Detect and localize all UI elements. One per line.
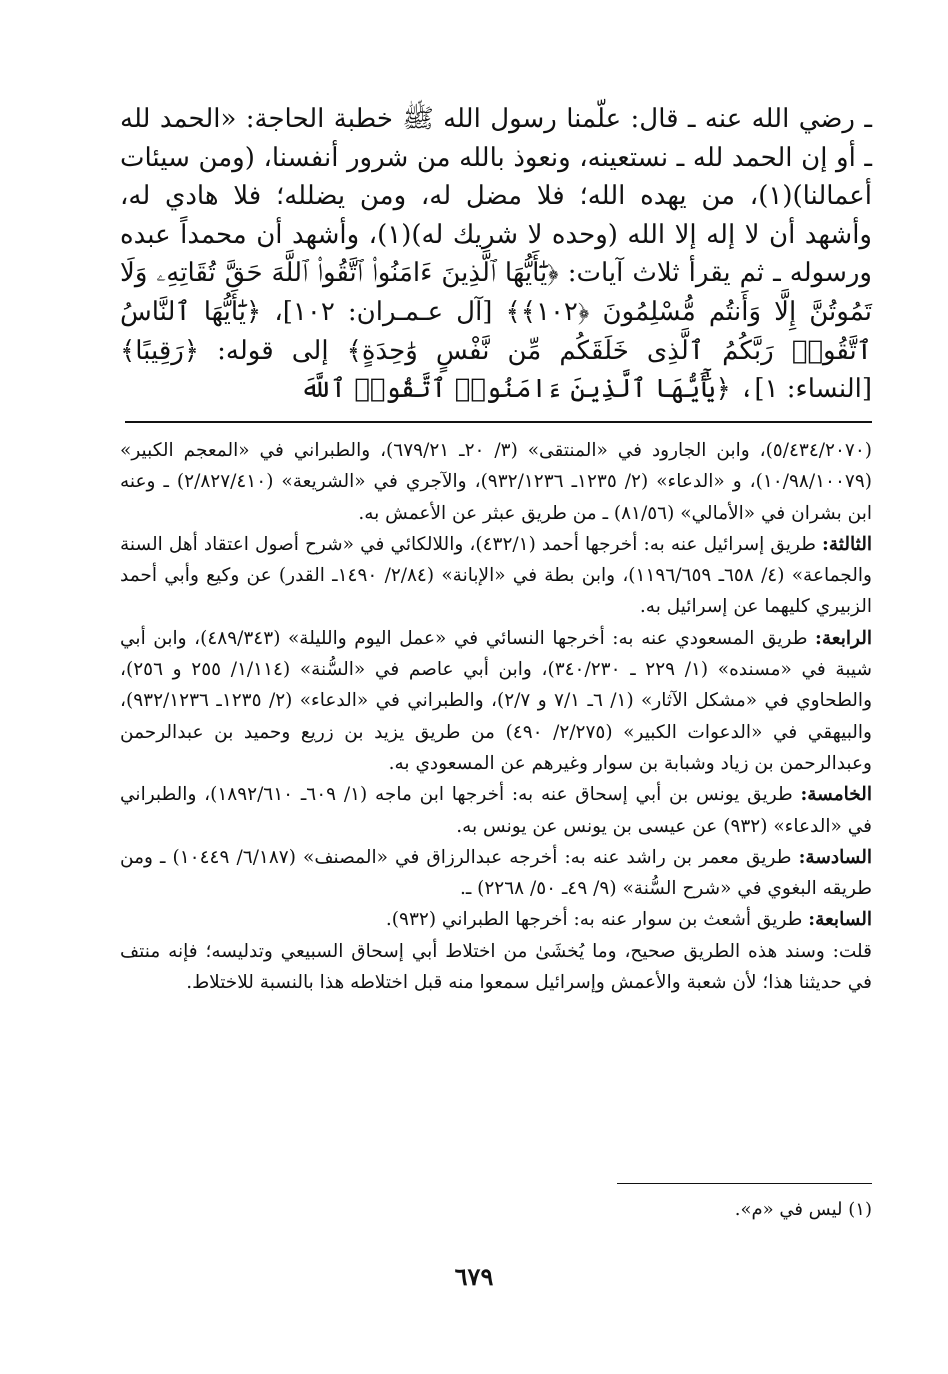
notes-block [120,435,872,998]
page-number: ٦٧٩ [454,1262,494,1291]
note-text: (٥/٤٣٤/٢٠٧٠)، وابن الجارود في «المنتقى» (٣/ ٢٠ـ ٦٧٩/٢١)، والطبراني في «المعجم الكبير» (١٠/٩٨/١٠٠٧٩)، و «الدعاء» (٢/ ١٢٣٥ـ ٩٣٢/١٢٣٦)، والآجري في «الشريعة» (٢/٨٢٧/٤١٠) ـ وعنه ابن بشران في «الأمالي» (٨١/٥٦) ـ من طريق عبثر عن الأعمش به. [120,440,872,524]
note-paragraph [120,842,872,905]
note-lead: السابعة: [808,909,872,931]
main-text-block [120,100,872,409]
note-text: طريق إسرائيل عنه به: أخرجها أحمد (٤٣٢/١)، واللالكائي في «شرح أصول اعتقاد أهل السنة والجماعة» (٤/ ٦٥٨ـ ١١٩٦/٦٥٩)، وابن بطة في «الإبانة» (٢/٨٤/ ١٤٩٠ـ القدر) عن وكيع وأبي أحمد الزبيري كليهما عن إسرائيل به. [120,533,872,618]
note-text: طريق معمر بن راشد عنه به: أخرجه عبدالرزاق في «المصنف» (٦/١٨٧/ ١٠٤٤٩) ـ ومن طريقه البغوي في «شرح السُّنة» (٩/ ٤٩ـ ٥٠/ ٢٢٦٨) ـ. [120,846,872,900]
note-lead: الخامسة: [800,784,872,806]
note-text: طريق يونس بن أبي إسحاق عنه به: أخرجها ابن ماجه (١/ ٦٠٩ـ ١٨٩٢/٦١٠)، والطبراني في «الدعاء» (٩٣٢) عن عيسى بن يونس عن يونس به. [120,784,872,837]
note-paragraph [120,435,872,529]
note-paragraph [120,904,872,935]
main-paragraph: ـ رضي الله عنه ـ قال: علّمنا رسول الله ﷺ خطبة الحاجة: «الحمد لله ـ أو إن الحمد لله ـ نستعينه، ونعوذ بالله من شرور أنفسنا، (ومن سيئات أعمالنا)(١)، من يهده الله؛ فلا مضل له، ومن يضلله؛ فلا هادي له، وأشهد أن لا إله إلا الله (وحده لا شريك له)(١)، وأشهد أن محمداً عبده ورسوله ـ ثم يقرأ ثلاث آيات: ﴿يَٰٓأَيُّهَا ٱلَّذِينَ ءَامَنُوا۟ ٱتَّقُوا۟ ٱللَّهَ حَقَّ تُقَاتِهِۦ وَلَا تَمُوتُنَّ إِلَّا وَأَنتُم مُّسْلِمُونَ ﴿١٠٢﴾﴾ [آل عـمـران: ١٠٢]، ﴿يَٰٓأَيُّهَا ٱلنَّاسُ ٱتَّقُوا۟ رَبَّكُمُ ٱلَّذِى خَلَقَكُم مِّن نَّفْسٍ وَٰحِدَةٍ﴾ إلى قوله: ﴿رَقِيبًا﴾ [النساء: ١]، ﴿يَٰٓأَيُّهَا ٱلَّذِينَ ءَامَنُوا۟ ٱتَّقُوا۟ ٱللَّهَ [120,104,872,405]
note-lead: الرابعة: [815,627,872,649]
note-lead: السادسة: [798,846,872,868]
note-text: طريق المسعودي عنه به: أخرجها النسائي في «عمل اليوم والليلة» (٤٨٩/٣٤٣)، وابن أبي شيبة في «مسنده» (١/ ٢٢٩ ـ ٣٤٠/٢٣٠)، وابن أبي عاصم في «السُّنة» (١/١١٤/ ٢٥٥ و ٢٥٦)، والطحاوي في «مشكل الآثار» (١/ ٦ـ ٧/١ و ٢/٧)، والطبراني في «الدعاء» (٢/ ١٢٣٥ـ ٩٣٢/١٢٣٦)، والبيهقي في «الدعوات الكبير» (٢/٢٧٥/ ٤٩٠) من طريق يزيد بن زريع وحميد بن عبدالرحمن وعبدالرحمن بن زياد وشبابة بن سوار وغيرهم عن المسعودي به. [120,627,873,774]
footnote: (١) ليس في «م». [734,1199,872,1220]
note-lead: الثالثة: [822,533,873,555]
main-separator-rule [125,421,872,423]
footnote-separator-rule [617,1183,872,1184]
note-paragraph [120,779,872,842]
note-paragraph [120,936,872,999]
note-text: قلت: وسند هذه الطريق صحيح، وما يُخشَىٰ من اختلاط أبي إسحاق السبيعي وتدليسه؛ فإنه منتف في حديثنا هذا؛ لأن شعبة والأعمش وإسرائيل سمعوا منه قبل اختلاطه هذا بالنسبة للاختلاط. [120,940,872,994]
note-paragraph [120,623,872,779]
note-paragraph [120,529,872,623]
note-text: طريق أشعث بن سوار عنه به: أخرجها الطبراني (٩٣٢). [385,909,809,931]
